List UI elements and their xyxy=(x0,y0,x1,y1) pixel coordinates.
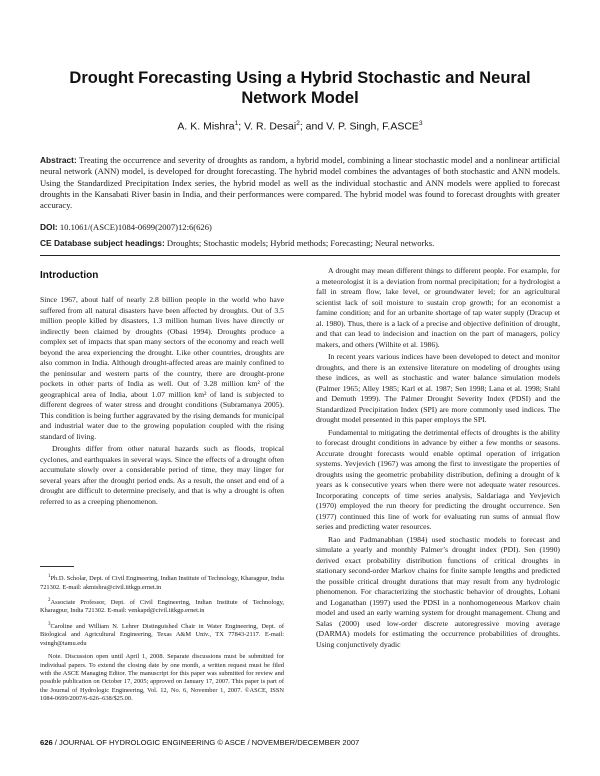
body-paragraph: In recent years various indices have been developed to detect and monitor droughts, and there is an extensive literature on modeling of droughts using these indices, as well as stochastic and water balance simulation models (Palmer 1965; Alley 1985; Karl et al. 1987; Sen 1998; Lana et al. 1998; Stahl and Demuth 1999). The Palmer Drought Severity Index (PDSI) and the Standardized Precipitation Index (SPI) are more commonly used indices. The drought model presented in this paper employs the SPI. xyxy=(316,352,560,424)
footnote xyxy=(40,573,284,592)
footnote-text: Associate Professor, Dept. of Civil Engineering, Indian Institute of Technology, Kharagpur, India 721302. E-mail: venkapd@civil.iitkgp.ernet.in xyxy=(40,599,284,615)
body-paragraph: Fundamental to mitigating the detrimental effects of droughts is the ability to forecast drought conditions in advance by either a few months or seasons. Accurate drought forecasts would enable optimal operation of irrigation systems. Yevjevich (1967) was among the first to investigate the properties of droughts using the geometric probability distribution, defining a drought of k years as k consecutive years when there were not adequate water resources. Incorporating concepts of time series analysis, Saldariaga and Yevjevich (1970) employed the run theory for predicting the drought occurrence. Sen (1977) continued this line of work for evaluating run sums of annual flow series and predicting water resources. xyxy=(316,427,560,531)
footnote-divider xyxy=(40,566,74,567)
doi-value[interactable]: 10.1061/(ASCE)1084-0699(2007)12:6(626) xyxy=(59,222,212,232)
abstract xyxy=(40,155,560,211)
page-number: 626 xyxy=(40,738,53,747)
abstract-text: Treating the occurrence and severity of droughts as random, a hybrid model, combining a linear stochastic model and a nonlinear artificial neural network (ANN) model, is developed for drought forecasting. The hybrid model combines the advantages of both stochastic and ANN models. Using the Standardized Precipitation Index series, the hybrid model as well as the individual stochastic and ANN models were applied to forecast droughts in the Kansabati River basin in India, and their performances were compared. The hybrid model was found to forecast droughts with greater accuracy. xyxy=(40,155,560,211)
author-affiliation-mark: 1 xyxy=(234,120,239,127)
author-name: V. R. Desai xyxy=(244,120,297,133)
subject-headings-line xyxy=(40,238,560,248)
footnote-note xyxy=(40,653,284,703)
page-footer xyxy=(40,738,560,747)
doi-line xyxy=(40,222,560,232)
doi-label: DOI: xyxy=(40,222,58,232)
footnote-mark: 1 xyxy=(48,574,51,579)
author-name: A. K. Mishra xyxy=(177,120,235,133)
footnotes xyxy=(40,566,284,709)
left-column xyxy=(40,266,284,509)
footnote-mark: 3 xyxy=(48,621,51,627)
section-heading: Introduction xyxy=(40,270,99,281)
paper-title: Drought Forecasting Using a Hybrid Stochastic and Neural Network Model xyxy=(69,69,531,107)
footnote-text: Note. Discussion open until April 1, 2008. Separate discussions must be submitted for individual papers. To extend the closing date by one month, a written request must be filed with the ASCE Managing Editor. The manuscript for this paper was submitted for review and possible publication on October 17, 2005; approved on January 17, 2007. This paper is part of the Journal of Hydrologic Engineering, Vol. 12, No. 6, November 1, 2007. ©ASCE, ISSN 1084-0699/2007/6-626–638/$25.00. xyxy=(40,653,284,703)
right-column xyxy=(316,266,560,652)
footnote-mark: 2 xyxy=(48,597,51,603)
author-name: V. P. Singh, F.ASCE xyxy=(326,120,419,133)
body-paragraph: Rao and Padmanabhan (1984) used stochastic models to forecast and simulate a yearly and monthly Palmer’s drought index (PDI). Sen (1990) derived exact probability distribution functions of critical droughts in stationary second-order Markov chains for finite sample lengths and predicted the possible critical drought durations that may result from any hydrologic phenomenon. For characterizing the stochastic behavior of droughts, Lohani and Loganathan (1997) used the PDSI in a nonhomogeneous Markov chain model and used an early warning system for drought management. Chung and Salas (2000) used low-order discrete autoregressive moving average (DARMA) models for estimating the occurrence probabilities of droughts. Using conjunctively dyadic xyxy=(316,534,560,649)
footnote xyxy=(40,597,284,616)
footnote-text: Caroline and William N. Lehrer Distinguished Chair in Water Engineering, Dept. of Biological and Agricultural Engineering, Texas A&M Univ., TX 77843-2117. E-mail: vsingh@tamu.edu xyxy=(40,623,284,647)
subject-headings-label: CE Database subject headings: xyxy=(40,238,165,248)
divider xyxy=(40,255,560,256)
author-separator: ; xyxy=(238,120,245,133)
journal-footer: / JOURNAL OF HYDROLOGIC ENGINEERING © ASCE / NOVEMBER/DECEMBER 2007 xyxy=(54,738,360,747)
body-paragraph: A drought may mean different things to different people. For example, for a meteorologist it is a deviation from normal precipitation; for a hydrologist a fall in stream flow, lake level, or groundwater level; for an agricultural scientist lack of soil moisture to sustain crop growth; for an economist a famine condition; and for an urbanite shortage of tap water supply (Dracup et al. 1980). Thus, there is a lack of a precise and objective definition of drought, and that can lead to indecision and inaction on the part of managers, policy makers, and others (Wilhite et al. 1986). xyxy=(316,266,560,349)
author-affiliation-mark: 3 xyxy=(418,120,423,127)
abstract-label: Abstract: xyxy=(40,155,77,165)
author-separator: ; and xyxy=(299,120,327,133)
author-affiliation-mark: 2 xyxy=(296,120,300,127)
footnote xyxy=(40,621,284,648)
subject-headings-value: Droughts; Stochastic models; Hybrid methods; Forecasting; Neural networks. xyxy=(166,238,435,248)
footnote-text: Ph.D. Scholar, Dept. of Civil Engineering, Indian Institute of Technology, Kharagpur, India 721302. E-mail: akmishra@civil.iitkgp.ernet.in xyxy=(40,575,284,591)
author-list xyxy=(40,120,560,133)
body-paragraph: Droughts differ from other natural hazards such as floods, tropical cyclones, and earthquakes in several ways. Since the effects of a drought often accumulate slowly over a considerable period of time, they may linger for several years after the drought period ends. As a result, the onset and end of a drought are difficult to determine precisely, and that is why a drought is often referred to as a creeping phenomenon. xyxy=(40,444,284,506)
body-paragraph: Since 1967, about half of nearly 2.8 billion people in the world who have suffered from all natural disasters have been affected by droughts. Out of 3.5 million people killed by disasters, 1.3 million human lives have directly or indirectly been claimed by droughts (Obasi 1994). Droughts produce a complex set of impacts that span many sectors of the economy and reach well beyond the area experiencing the drought. Like other countries, droughts are also common in India. Although drought-affected areas are mainly confined to the peninsular and western parts of the country, there are drought-prone pockets in other parts of India as well. Out of 3.28 million km² of the geographical area of India, about 1.07 million km² of land is subjected to different degrees of water stress and drought conditions (Subramanya 2005). This condition is being further aggravated by the rising demands for municipal and industrial water due to the growing population coupled with the rising standard of living. xyxy=(40,295,284,441)
